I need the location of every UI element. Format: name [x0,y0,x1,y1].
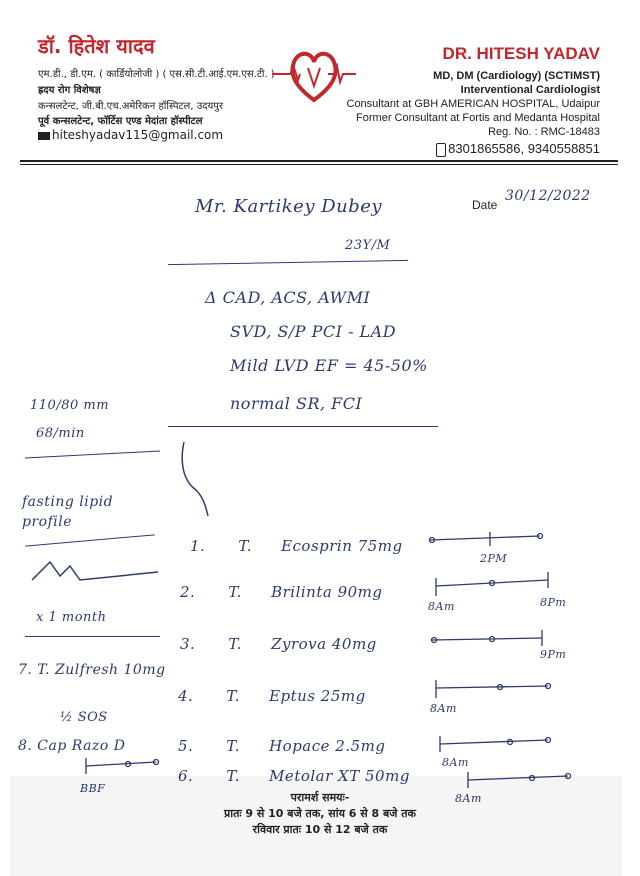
doctor-former: Former Consultant at Fortis and Medanta Hospital [356,112,600,124]
footer-sunday: रविवार प्रातः 10 से 12 बजे तक [252,823,388,836]
hindi-specialty: ह्रदय रोग विशेषज्ञ [38,85,101,96]
doctor-degree: MD, DM (Cardiology) (SCTIMST) [433,70,600,82]
med-time: 8Am [442,756,469,769]
hindi-former: पूर्व कन्सलटेन्ट, फॉर्टिस एण्ड मेदांता हॉस्पीटल [38,116,203,127]
doctor-name: DR. HITESH YADAV [442,44,600,63]
email[interactable]: hiteshyadav115@gmail.com [52,128,224,142]
note-sos: ½ SOS [60,710,108,725]
patient-name: Mr. Kartikey Dubey [195,196,383,217]
note-med7: 7. T. Zulfresh 10mg [18,662,166,678]
med-time: 8Pm [540,596,567,609]
med-form: T. [226,687,240,705]
note-duration: x 1 month [36,610,107,625]
med-name: Eptus 25mg [269,687,366,705]
doctor-title: Interventional Cardiologist [460,84,600,96]
date-value: 30/12/2022 [505,188,591,204]
med-name: Metolar XT 50mg [269,767,410,785]
phone-numbers[interactable]: 8301865586, 9340558851 [448,141,600,156]
vitals-bp: 110/80 mm [30,398,110,413]
hindi-consultant: कन्सलटेन्ट, जी.बी.एच.अमेरिकन हॉस्पिटल, उदयपुर [38,101,224,112]
note-med8: 8. Cap Razo D [18,738,126,754]
med-number: 3. [180,635,196,653]
note-bbf: BBF [80,782,106,795]
diagnosis-line: normal SR, FCI [230,394,363,413]
med-number: 6. [178,767,194,785]
hindi-degree: एम.डी., डी.एम. ( कार्डियोलोजी ) ( एस.सी.टी.आई.एम.एस.टी. ) [38,69,275,80]
med-time: 8Am [430,702,457,715]
doctor-consultant: Consultant at GBH AMERICAN HOSPITAL, Udaipur [346,98,600,110]
med-number: 1. [190,537,206,555]
med-time: 8Am [455,792,482,805]
med-form: T. [228,583,242,601]
med-number: 2. [180,583,196,601]
patient-age-sex: 23Y/M [345,238,391,253]
med-form: T. [226,737,240,755]
diagnosis-line: Δ CAD, ACS, AWMI [205,288,371,307]
med-name: Hopace 2.5mg [269,737,386,755]
med-time: 9Pm [540,648,567,661]
hindi-doctor-name: डॉ. हितेश यादव [38,34,155,58]
med-name: Brilinta 90mg [271,583,383,601]
diagnosis-line: Mild LVD EF = 45-50% [230,356,428,375]
med-time: 8Am [428,600,455,613]
med-name: Zyrova 40mg [271,635,377,653]
note-lipid: fasting lipid profile [22,494,114,530]
date-label: Date [472,198,498,212]
med-form: T. [226,767,240,785]
med-form: T. [238,537,252,555]
med-name: Ecosprin 75mg [281,537,403,555]
footer-heading: परामर्श समयः- [290,791,350,804]
vitals-pulse: 68/min [36,426,85,441]
footer-hours: प्रातः 9 से 10 बजे तक, सांय 6 से 8 बजे तक [223,807,417,820]
med-number: 5. [178,737,194,755]
med-number: 4. [178,687,194,705]
reg-number: Reg. No. : RMC-18483 [488,126,600,138]
diagnosis-line: SVD, S/P PCI - LAD [230,322,397,341]
med-form: T. [228,635,242,653]
med-time: 2PM [480,552,508,565]
